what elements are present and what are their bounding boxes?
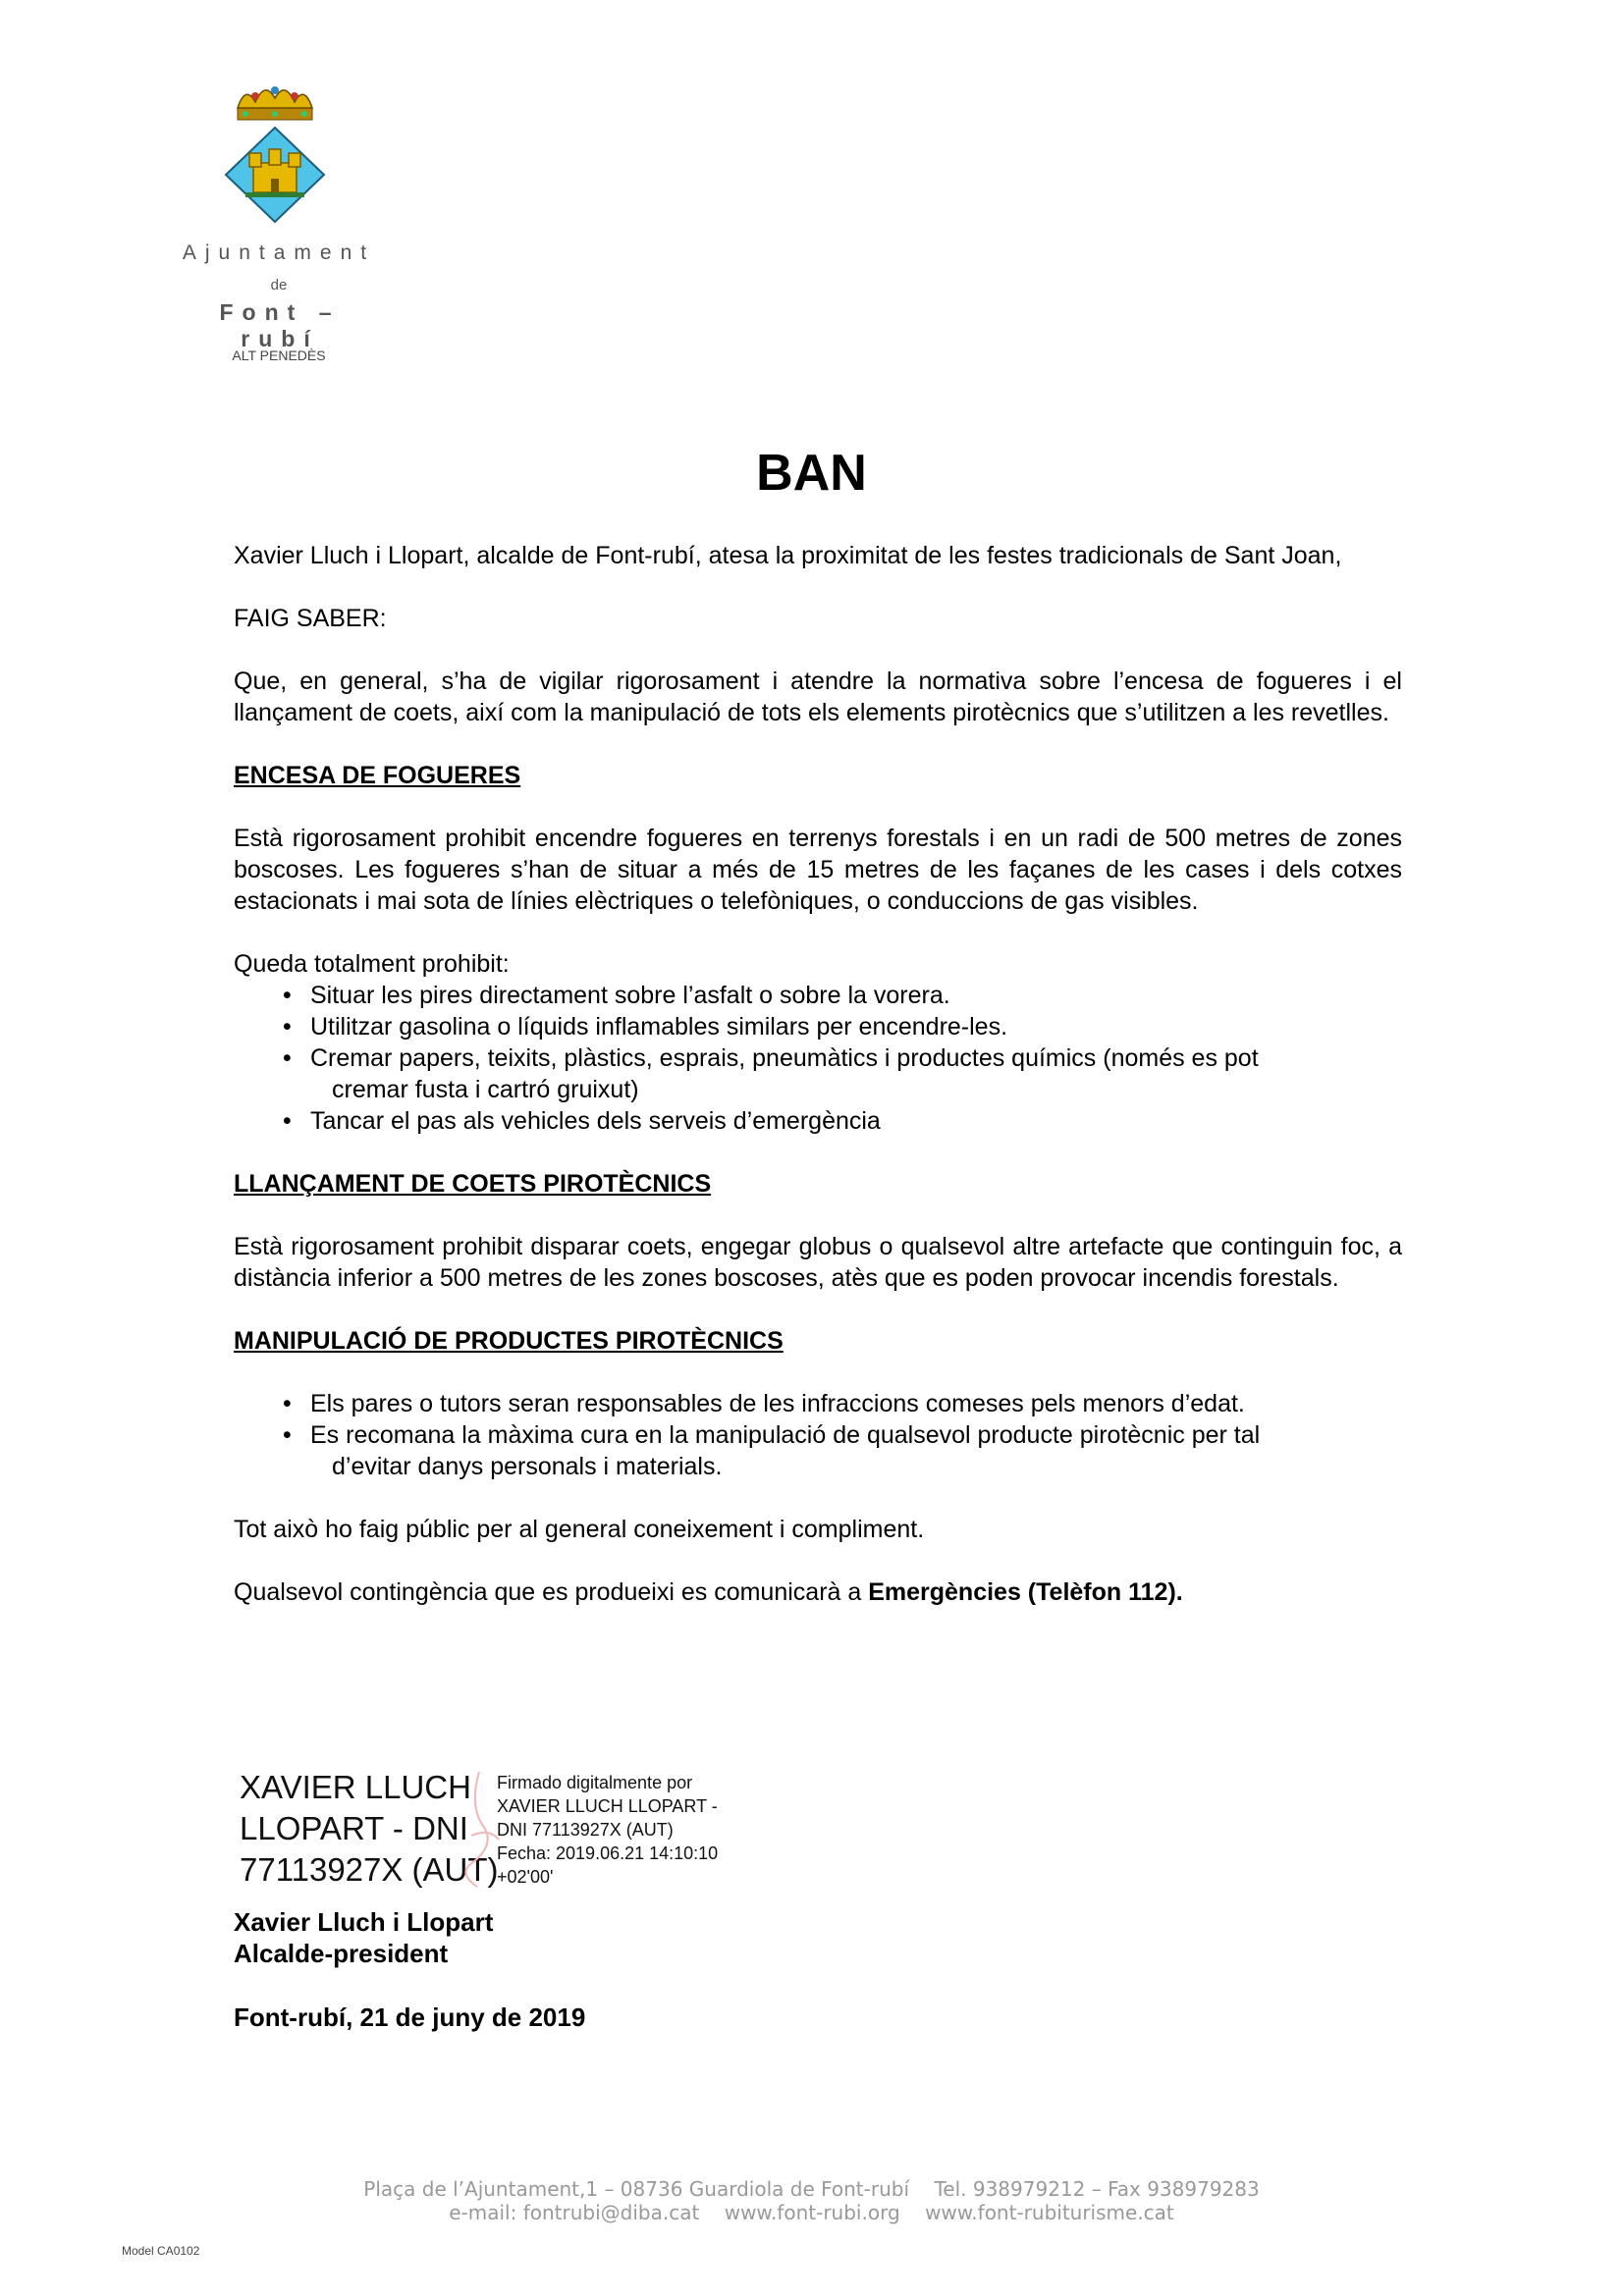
list-item: • Cremar papers, teixits, plàstics, esprais, pneumàtics i productes químics (només es pot cremar fusta i cartró gruixut) [283, 1044, 1259, 1103]
digital-signature [236, 1767, 746, 1895]
footer-line-1: Plaça de l’Ajuntament,1 – 08736 Guardiola de Font-rubí Tel. 938979212 – Fax 938979283 [363, 2177, 1260, 2201]
document-title: BAN [756, 445, 867, 502]
bullet-icon: • [283, 1390, 292, 1417]
signer-role: Alcalde-president [234, 1939, 449, 1968]
letterhead-municipality: Font – rubí [219, 299, 341, 351]
bullet-icon: • [283, 1013, 292, 1041]
intro-paragraph: Xavier Lluch i Llopart, alcalde de Font-rubí, atesa la proximitat de les festes tradicionals de Sant Joan, [234, 542, 1342, 569]
model-code: Model CA0102 [122, 2244, 200, 2258]
bullet-icon: • [283, 1421, 292, 1449]
list-item: • Utilitzar gasolina o líquids inflamables similars per encendre-les. [283, 1013, 1008, 1041]
coat-of-arms-icon [216, 79, 334, 226]
document-body [234, 540, 1402, 1608]
prohibit-intro: Queda totalment prohibit: [234, 950, 510, 978]
bullet-icon: • [283, 1107, 292, 1135]
list-item: • Es recomana la màxima cura en la manipulació de qualsevol producte pirotècnic per tal d’evitar danys personals i materials. [283, 1421, 1261, 1480]
signer-block [234, 1906, 493, 1969]
list-item: • Els pares o tutors seran responsables de les infraccions comeses pels menors d’edat. [283, 1390, 1245, 1417]
closing-paragraph: Tot això ho faig públic per al general coneixement i compliment. [234, 1516, 925, 1543]
fogueres-paragraph: Està rigorosament prohibit encendre fogueres en terrenys forestals i en un radi de 500 metres de zones boscoses. Les fogueres s’han de situar a més de 15 metres de les façanes de les cases i dels cotxes estacionats i mai sota de línies elèctriques o telefòniques, o conduccions de gas visibles. [234, 825, 1402, 915]
emergency-phone: Emergències (Telèfon 112). [868, 1578, 1183, 1606]
letterhead-ajuntament: Ajuntament [182, 241, 376, 264]
place-date: Font-rubí, 21 de juny de 2019 [234, 2002, 586, 2032]
signer-name: Xavier Lluch i Llopart [234, 1907, 494, 1937]
emergency-paragraph: Qualsevol contingència que es produeixi es comunicarà a Emergències (Telèfon 112). [234, 1578, 1183, 1606]
letterhead-de: de [270, 277, 288, 294]
bullet-icon: • [283, 1044, 292, 1072]
list-item: • Tancar el pas als vehicles dels serveis d’emergència [283, 1107, 881, 1135]
pirotecnics-list [234, 1388, 1402, 1482]
section-heading-coets: LLANÇAMENT DE COETS PIROTÈCNICS [234, 1170, 712, 1198]
signature-info: Firmado digitalmente por XAVIER LLUCH LLOPART - DNI 77113927X (AUT) Fecha: 2019.06.21 14:10:10 +02'00' [497, 1773, 719, 1887]
general-paragraph: Que, en general, s’ha de vigilar rigorosament i atendre la normativa sobre l’encesa de fogueres i el llançament de coets, així com la manipulació de tots els elements pirotècnics que s’utilitzen a les revetlles. [234, 667, 1402, 726]
letterhead-region: ALT PENEDÈS [232, 347, 326, 363]
prohibit-list [234, 980, 1402, 1137]
signature-name: XAVIER LLUCH LLOPART - DNI 77113927X (AUT) [240, 1769, 499, 1888]
section-heading-fogueres: ENCESA DE FOGUERES [234, 762, 521, 789]
section-heading-pirotecnics: MANIPULACIÓ DE PRODUCTES PIROTÈCNICS [234, 1327, 784, 1355]
footer-line-2: e-mail: fontrubi@diba.cat www.font-rubi.org www.font-rubiturisme.cat [449, 2201, 1174, 2224]
coets-paragraph: Està rigorosament prohibit disparar coets, engegar globus o qualsevol altre artefacte que continguin foc, a distància inferior a 500 metres de les zones boscoses, atès que es poden provocar incendis forestals. [234, 1233, 1402, 1292]
faig-saber: FAIG SABER: [234, 605, 387, 632]
list-item: • Situar les pires directament sobre l’asfalt o sobre la vorera. [283, 982, 950, 1009]
footer-address [0, 2177, 1623, 2224]
bullet-icon: • [283, 982, 292, 1009]
